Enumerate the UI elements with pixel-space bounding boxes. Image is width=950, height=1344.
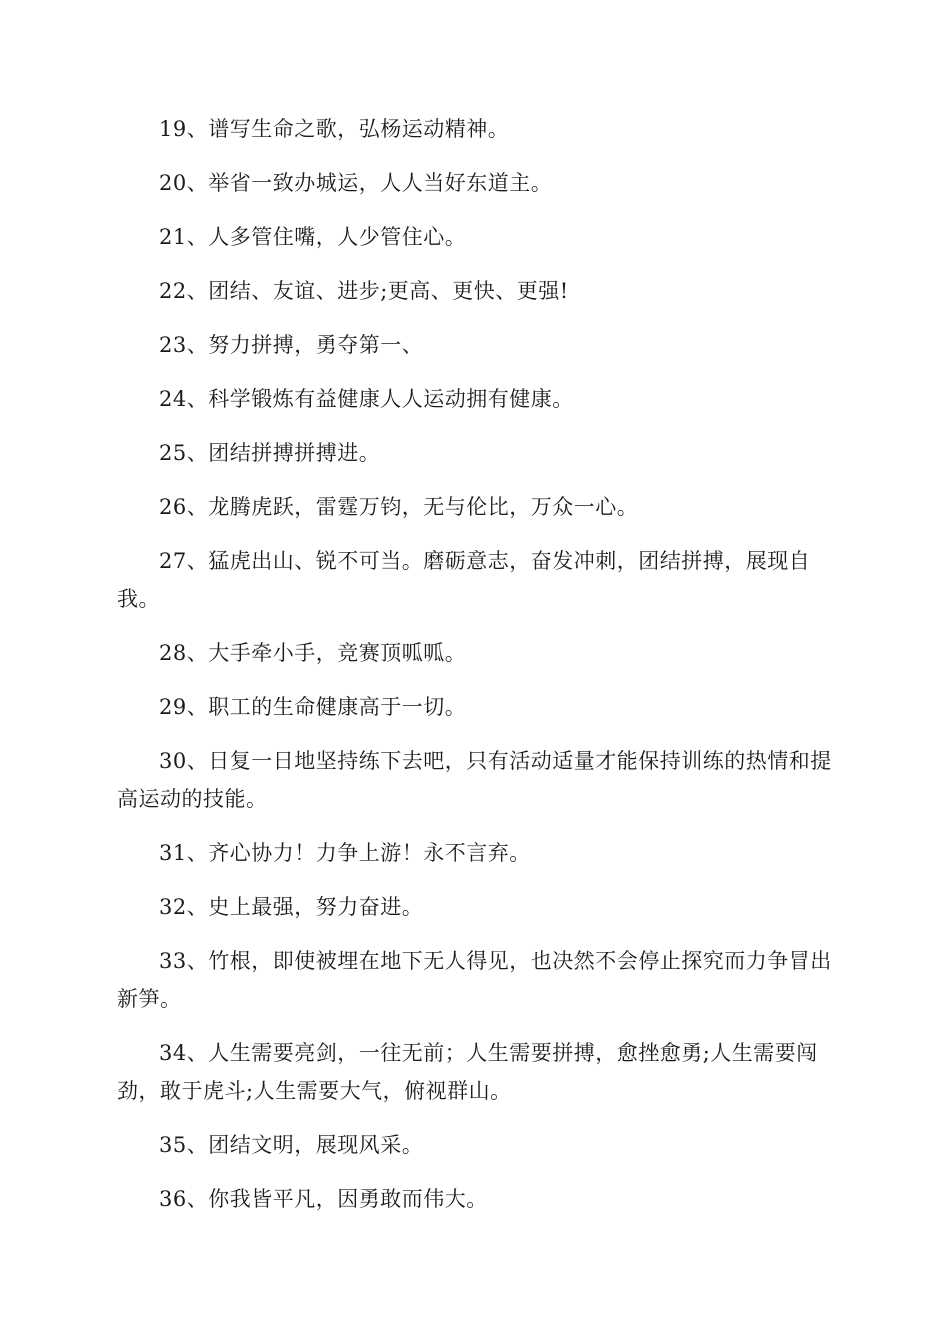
slogan-36: 36、你我皆平凡，因勇敢而伟大。 bbox=[159, 1187, 488, 1211]
slogan-35: 35、团结文明，展现风采。 bbox=[159, 1133, 424, 1157]
slogan-25: 25、团结拼搏拼搏进。 bbox=[159, 441, 381, 465]
slogan-21: 21、人多管住嘴，人少管住心。 bbox=[159, 225, 467, 249]
slogan-23: 23、努力拼搏，勇夺第一、 bbox=[159, 333, 424, 357]
slogan-27: 27、猛虎出山、锐不可当。磨砺意志，奋发冲刺，团结拼搏，展现自我。 bbox=[117, 549, 811, 611]
slogan-33: 33、竹根，即使被埋在地下无人得见，也决然不会停止探究而力争冒出新笋。 bbox=[117, 949, 832, 1011]
slogan-24: 24、科学锻炼有益健康人人运动拥有健康。 bbox=[159, 387, 574, 411]
slogan-22: 22、团结、友谊、进步;更高、更快、更强! bbox=[159, 279, 569, 303]
slogan-32: 32、史上最强，努力奋进。 bbox=[159, 895, 424, 919]
slogan-34: 34、人生需要亮剑，一往无前；人生需要拼搏，愈挫愈勇;人生需要闯劲，敢于虎斗;人生需要大气，俯视群山。 bbox=[117, 1041, 818, 1103]
slogan-26: 26、龙腾虎跃，雷霆万钧，无与伦比，万众一心。 bbox=[159, 495, 639, 519]
document-body bbox=[117, 110, 833, 1234]
slogan-20: 20、举省一致办城运，人人当好东道主。 bbox=[159, 171, 553, 195]
slogan-28: 28、大手牵小手，竞赛顶呱呱。 bbox=[159, 641, 467, 665]
slogan-19: 19、谱写生命之歌，弘杨运动精神。 bbox=[159, 117, 510, 141]
slogan-29: 29、职工的生命健康高于一切。 bbox=[159, 695, 467, 719]
slogan-31: 31、齐心协力！力争上游！永不言弃。 bbox=[159, 841, 531, 865]
slogan-30: 30、日复一日地坚持练下去吧，只有活动适量才能保持训练的热情和提高运动的技能。 bbox=[117, 749, 832, 811]
